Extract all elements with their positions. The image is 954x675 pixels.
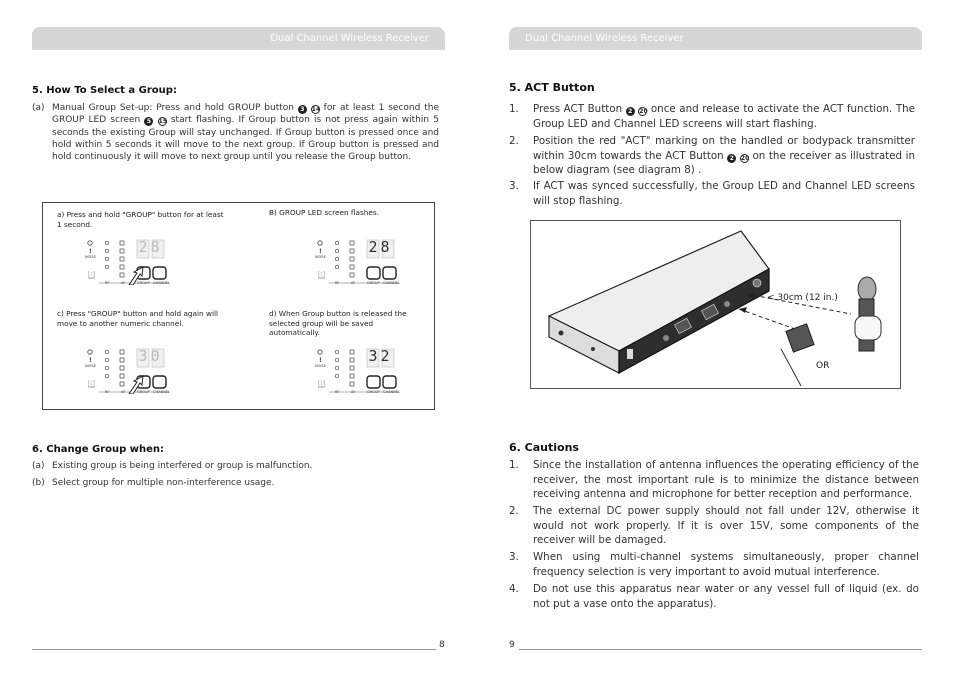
section-6-title: 6. Change Group when: xyxy=(32,444,165,455)
panel-a-af-label: AF xyxy=(121,281,126,285)
act-sync-illustration xyxy=(530,220,901,389)
caution-1-num: 1. xyxy=(509,459,519,471)
ref-3-icon: 3 xyxy=(298,105,307,114)
panel-b xyxy=(315,239,407,285)
page-number-left: 8 xyxy=(439,640,445,650)
footer-rule-right xyxy=(519,649,922,650)
panel-b-af-label: AF xyxy=(351,281,356,285)
act-item-2-num: 2. xyxy=(509,135,519,147)
ref-14-icon: 14 xyxy=(311,106,321,113)
caution-2: The external DC power supply should not fall under 12V, otherwise it would not work properly. If it is over 15V, some components of the receiver will be damaged. xyxy=(533,505,919,546)
panel-b-badge: B xyxy=(318,270,325,279)
ref-2-icon: 2 xyxy=(626,107,635,116)
caption-d: d) When Group button is released the selected group will be saved automatically. xyxy=(269,309,407,337)
panel-c-rf-label: RF xyxy=(105,390,110,394)
footer-rule-left xyxy=(32,649,436,650)
panel-c-af-label: AF xyxy=(121,390,126,394)
caution-2-num: 2. xyxy=(509,505,519,517)
panel-c-channel-label: CHANNEL xyxy=(153,390,170,394)
act-section-title: 5. ACT Button xyxy=(509,81,595,94)
section-6-item-a: Existing group is being interfered or group is malfunction. xyxy=(52,461,313,471)
panel-b-display: 28 xyxy=(368,238,393,256)
panel-d-channel-label: CHANNEL xyxy=(383,390,400,394)
ref-20b-icon: 20 xyxy=(740,154,750,162)
section-6-item-b-marker: (b) xyxy=(32,478,45,488)
panel-b-rf-label: RF xyxy=(335,281,340,285)
panel-a-rf-label: RF xyxy=(105,281,110,285)
section-5-item-a: Manual Group Set-up: Press and hold GROUP button 3 14 for at least 1 second the GROUP LED screen 5 15 start flashing. If Group button is not press again within 5 seconds the existing Group will stay unchanged. If Group button is pressed once and hold within 5 seconds it will move to the next group. If Group button is pressed and hold continuously it will move to next group until you release the Group button. xyxy=(52,103,439,163)
panel-b-group-label: GROUP xyxy=(367,281,380,285)
panel-c-noise-label: NOISE xyxy=(85,364,96,368)
svg-text:!: ! xyxy=(89,357,92,364)
panel-d-rf-label: RF xyxy=(335,390,340,394)
panel-a-channel-label: CHANNEL xyxy=(153,281,170,285)
panel-a-noise-label: NOISE xyxy=(85,255,96,259)
ref-2b-icon: 2 xyxy=(727,154,736,163)
panel-d xyxy=(315,348,407,394)
panel-a xyxy=(85,239,177,285)
act-item-2: Position the red "ACT" marking on the handled or bodypack transmitter within 30cm towards the ACT Button 2 20 on the receiver as illustrated in below diagram (see diagram 8) . xyxy=(533,135,916,176)
panel-d-group-label: GROUP xyxy=(367,390,380,394)
caution-3: When using multi-channel systems simultaneously, proper channel frequency selection is very important to avoid mutual interference. xyxy=(533,551,919,578)
section-6-item-a-marker: (a) xyxy=(32,461,45,471)
or-label: OR xyxy=(816,361,830,371)
panel-c xyxy=(85,348,177,394)
panel-b-noise-label: NOISE xyxy=(315,255,326,259)
section-5-item-a-marker: (a) xyxy=(32,103,45,113)
cautions-title: 6. Cautions xyxy=(509,441,579,454)
panel-d-noise-label: NOISE xyxy=(315,364,326,368)
act-item-1: Press ACT Button 2 20 once and release to activate the ACT function. The Group LED and Channel LED screens will start flashing. xyxy=(533,103,915,130)
caution-1: Since the installation of antenna influences the operating efficiency of the receiver, the most important rule is to minimize the distance between receiving antenna and microphone for better reception and performance. xyxy=(533,459,919,500)
panel-a-badge: B xyxy=(88,270,95,279)
ref-15-icon: 15 xyxy=(158,118,168,126)
group-select-diagram xyxy=(42,202,435,410)
act-item-3: If ACT was synced successfully, the Group LED and Channel LED screens will stop flashing. xyxy=(533,180,915,207)
panel-c-badge: B xyxy=(88,379,95,388)
panel-d-display: 32 xyxy=(368,347,393,365)
panel-a-group-label: GROUP xyxy=(137,281,150,285)
caption-a: a) Press and hold "GROUP" button for at least 1 second. xyxy=(57,210,224,229)
caution-4-num: 4. xyxy=(509,583,519,595)
caution-3-num: 3. xyxy=(509,551,519,563)
svg-text:!: ! xyxy=(319,357,322,364)
section-6-item-b: Select group for multiple non-interference usage. xyxy=(52,478,275,488)
distance-label: < 30cm (12 in.) xyxy=(767,293,838,303)
receiver-illustration xyxy=(531,221,900,388)
svg-text:!: ! xyxy=(319,248,322,255)
panel-c-group-label: GROUP xyxy=(137,390,150,394)
ref-20-icon: 20 xyxy=(639,108,648,115)
caution-4: Do not use this apparatus near water or any vessel full of liquid (ex. do not put a vase onto the apparatus). xyxy=(533,583,919,610)
caption-b: B) GROUP LED screen flashes. xyxy=(269,208,379,217)
ref-5-icon: 5 xyxy=(144,117,153,126)
section-5-title: 5. How To Select a Group: xyxy=(32,85,177,96)
header-left: Dual Channel Wireless Receiver xyxy=(32,27,445,50)
caption-c: c) Press "GROUP" button and hold again will move to another numeric channel. xyxy=(57,309,219,328)
panel-c-display: 30 xyxy=(138,347,163,365)
panel-d-af-label: AF xyxy=(351,390,356,394)
svg-text:!: ! xyxy=(89,248,92,255)
panel-d-badge: B xyxy=(318,379,325,388)
header-right: Dual Channel Wireless Receiver xyxy=(509,27,922,50)
panel-b-channel-label: CHANNEL xyxy=(383,281,400,285)
act-item-3-num: 3. xyxy=(509,180,519,192)
act-item-1-num: 1. xyxy=(509,103,519,115)
panel-a-display: 28 xyxy=(138,238,163,256)
page-number-right: 9 xyxy=(509,640,515,650)
